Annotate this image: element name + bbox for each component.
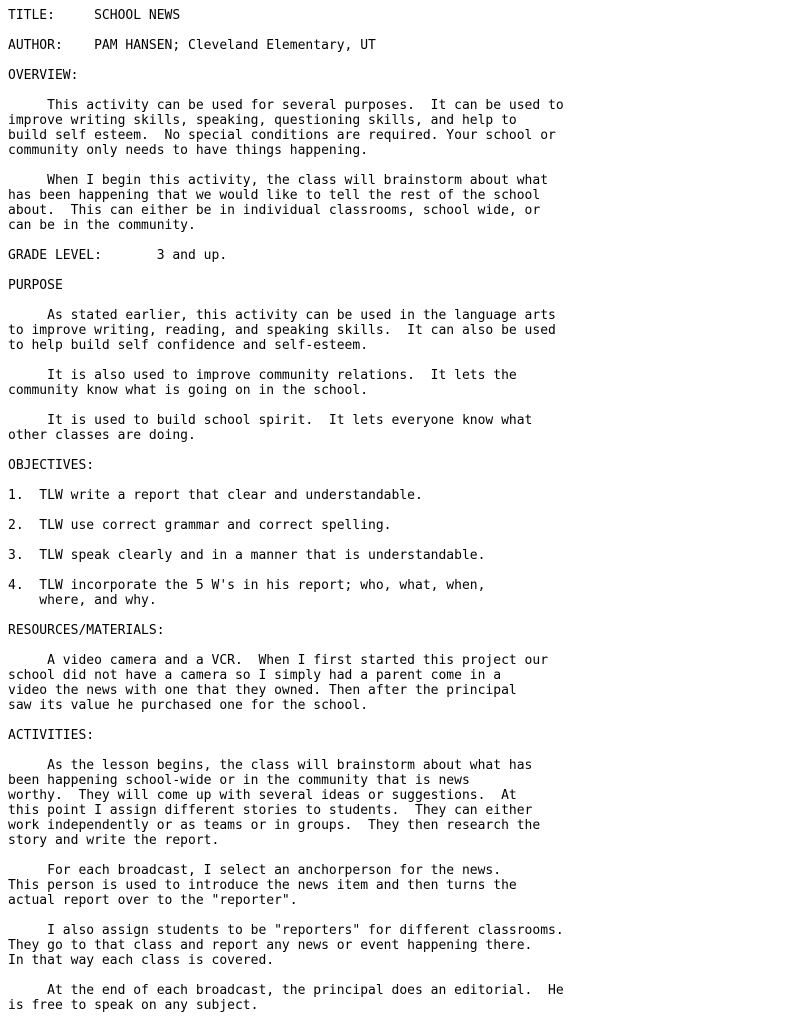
document-line: PURPOSE xyxy=(8,278,63,293)
document-line xyxy=(8,638,800,653)
document-line: This activity can be used for several purposes. It can be used to xyxy=(8,98,564,113)
document-line: been happening school-wide or in the community that is news xyxy=(8,773,470,788)
document-line xyxy=(8,968,800,983)
document-line: story and write the report. xyxy=(8,833,220,848)
document-line: 3. TLW speak clearly and in a manner that is understandable. xyxy=(8,548,486,563)
document-line: actual report over to the "reporter". xyxy=(8,893,298,908)
document-line: other classes are doing. xyxy=(8,428,196,443)
document-line: As stated earlier, this activity can be used in the language arts xyxy=(8,308,556,323)
document-line: work independently or as teams or in groups. They then research the xyxy=(8,818,541,833)
document-line: can be in the community. xyxy=(8,218,196,233)
document-line xyxy=(8,263,800,278)
document-line: is free to speak on any subject. xyxy=(8,998,259,1013)
document-line: I also assign students to be "reporters" for different classrooms. xyxy=(8,923,564,938)
document-line: 4. TLW incorporate the 5 W's in his report; who, what, when, xyxy=(8,578,486,593)
document-line xyxy=(8,713,800,728)
document-line: to improve writing, reading, and speaking skills. It can also be used xyxy=(8,323,556,338)
document-line: At the end of each broadcast, the principal does an editorial. He xyxy=(8,983,564,998)
document-line xyxy=(8,53,800,68)
document-line: As the lesson begins, the class will brainstorm about what has xyxy=(8,758,533,773)
document-line xyxy=(8,443,800,458)
document-line xyxy=(8,503,800,518)
document-line: 2. TLW use correct grammar and correct spelling. xyxy=(8,518,392,533)
document-line: A video camera and a VCR. When I first started this project our xyxy=(8,653,549,668)
document-line: improve writing skills, speaking, questioning skills, and help to xyxy=(8,113,517,128)
document-line: about. This can either be in individual classrooms, school wide, or xyxy=(8,203,541,218)
document-line: RESOURCES/MATERIALS: xyxy=(8,623,165,638)
document-line xyxy=(8,353,800,368)
document-line: ACTIVITIES: xyxy=(8,728,95,743)
document-line xyxy=(8,608,800,623)
document-line xyxy=(8,563,800,578)
document-line xyxy=(8,908,800,923)
document-line: For each broadcast, I select an anchorperson for the news. xyxy=(8,863,502,878)
document-line: to help build self confidence and self-esteem. xyxy=(8,338,369,353)
document-line xyxy=(8,473,800,488)
document-line: community know what is going on in the school. xyxy=(8,383,369,398)
document-line: 1. TLW write a report that clear and understandable. xyxy=(8,488,423,503)
document-line: AUTHOR: PAM HANSEN; Cleveland Elementary, UT xyxy=(8,38,376,53)
document-line: This person is used to introduce the news item and then turns the xyxy=(8,878,517,893)
document-line xyxy=(8,233,800,248)
document-line xyxy=(8,743,800,758)
document-line: video the news with one that they owned. Then after the principal xyxy=(8,683,517,698)
document-line xyxy=(8,158,800,173)
document-line xyxy=(8,848,800,863)
document-line xyxy=(8,293,800,308)
document-line: OBJECTIVES: xyxy=(8,458,95,473)
document-line: where, and why. xyxy=(8,593,157,608)
document-line: They go to that class and report any news or event happening there. xyxy=(8,938,533,953)
document-line xyxy=(8,23,800,38)
document-line: community only needs to have things happening. xyxy=(8,143,369,158)
document-line: saw its value he purchased one for the school. xyxy=(8,698,369,713)
document-line xyxy=(8,533,800,548)
document-line: worthy. They will come up with several ideas or suggestions. At xyxy=(8,788,517,803)
document-line xyxy=(8,398,800,413)
document-line xyxy=(8,83,800,98)
document-line: It is used to build school spirit. It lets everyone know what xyxy=(8,413,533,428)
document-line: school did not have a camera so I simply had a parent come in a xyxy=(8,668,502,683)
document-line: OVERVIEW: xyxy=(8,68,79,83)
document-line: When I begin this activity, the class will brainstorm about what xyxy=(8,173,549,188)
document-line: It is also used to improve community relations. It lets the xyxy=(8,368,517,383)
document-line: build self esteem. No special conditions are required. Your school or xyxy=(8,128,556,143)
document-line: GRADE LEVEL: 3 and up. xyxy=(8,248,228,263)
document-line: In that way each class is covered. xyxy=(8,953,275,968)
document-line: TITLE: SCHOOL NEWS xyxy=(8,8,181,23)
document-line: has been happening that we would like to tell the rest of the school xyxy=(8,188,541,203)
document-line: this point I assign different stories to students. They can either xyxy=(8,803,533,818)
